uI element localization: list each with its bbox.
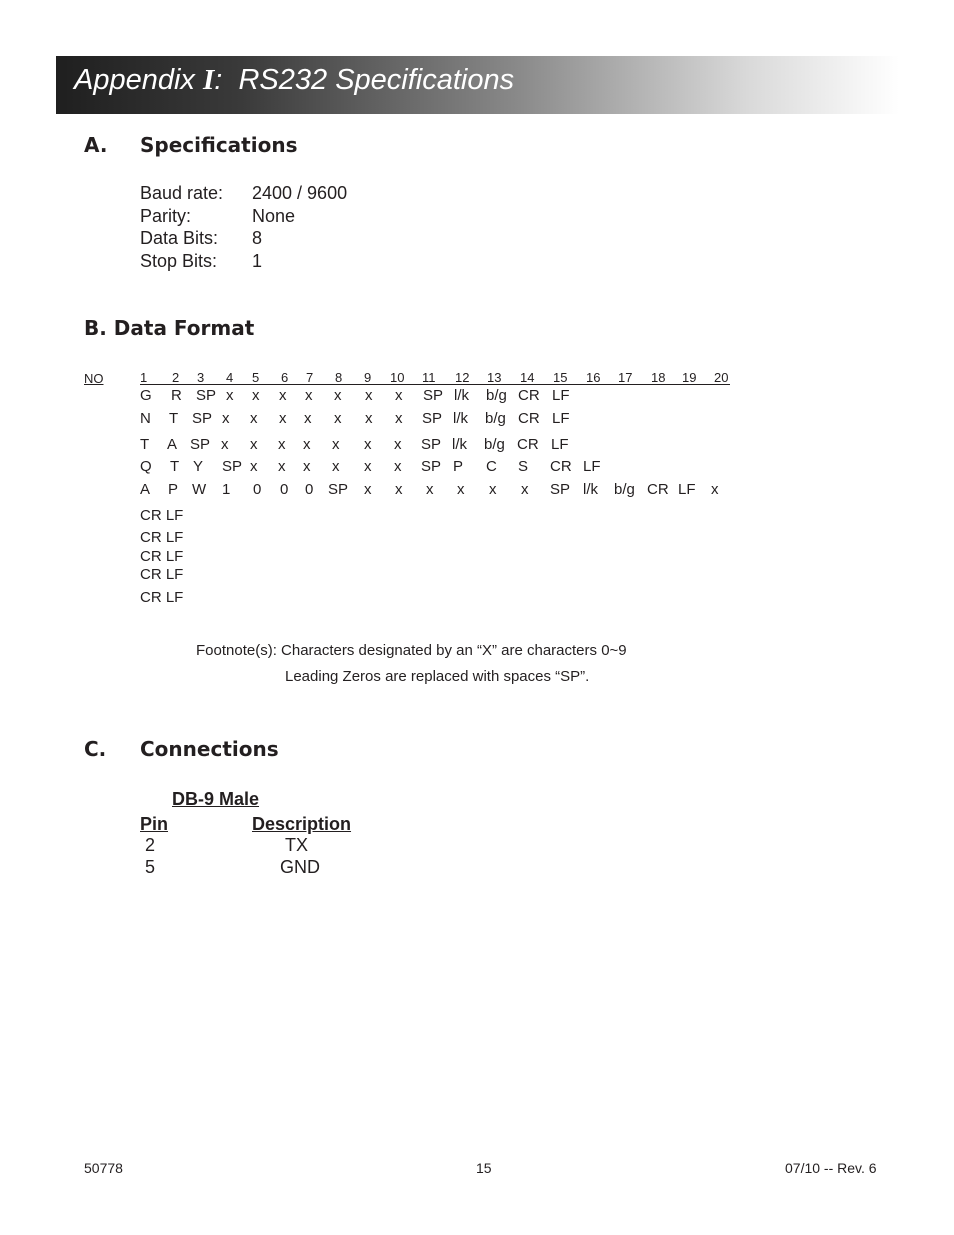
format-cell: R [171, 387, 182, 404]
format-cell: x [305, 387, 313, 404]
title-prefix: Appendix [74, 64, 203, 96]
format-cell: SP [190, 436, 211, 453]
format-cell: x [332, 436, 340, 453]
format-cell: x [364, 436, 372, 453]
description-column-header: Description [252, 814, 352, 834]
column-number: 20 [714, 370, 729, 385]
format-cell: CR [518, 410, 540, 427]
format-cell: x [250, 410, 258, 427]
crlf-line: CR LF [140, 566, 184, 583]
format-cell: CR [550, 458, 572, 475]
format-cell: x [365, 387, 373, 404]
format-cell: l/k [583, 481, 598, 498]
format-cell: LF [552, 410, 570, 427]
spec-label: Baud rate: [140, 183, 224, 203]
format-cell: SP [328, 481, 349, 498]
format-cell: x [334, 387, 342, 404]
format-cell: SP [422, 410, 443, 427]
format-cell: x [221, 436, 229, 453]
pin-number: 2 [145, 835, 156, 855]
spec-label: Data Bits: [140, 228, 219, 248]
format-cell: CR [518, 387, 540, 404]
format-cell: x [489, 481, 497, 498]
format-cell: x [394, 436, 402, 453]
format-cell: x [394, 458, 402, 475]
format-cell: A [167, 436, 178, 453]
format-cell: LF [583, 458, 601, 475]
crlf-line: CR LF [140, 507, 184, 524]
format-cell: l/k [452, 436, 467, 453]
column-number: 15 [553, 370, 568, 385]
format-cell: C [486, 458, 497, 475]
format-cell: x [426, 481, 434, 498]
revision-date: 07/10 -- Rev. 6 [785, 1160, 877, 1176]
crlf-line: CR LF [140, 529, 184, 546]
spec-value: 2400 / 9600 [252, 183, 348, 203]
column-number: 5 [252, 370, 260, 385]
column-number: 16 [586, 370, 601, 385]
format-cell: LF [552, 387, 570, 404]
section-a-title: Specifications [140, 133, 298, 157]
format-cell: 0 [305, 481, 314, 498]
format-cell: SP [421, 458, 442, 475]
format-cell: x [395, 481, 403, 498]
pin-description: GND [280, 857, 320, 877]
section-c-letter: C. [84, 737, 107, 761]
section-c-title: Connections [140, 737, 279, 761]
format-cell: x [365, 410, 373, 427]
format-cell: x [304, 410, 312, 427]
format-cell: CR [647, 481, 669, 498]
format-cell: SP [423, 387, 444, 404]
appendix-banner [56, 56, 899, 114]
crlf-line: CR LF [140, 589, 184, 606]
column-number: 6 [281, 370, 289, 385]
column-number: 19 [682, 370, 697, 385]
format-cell: x [278, 458, 286, 475]
pin-number: 5 [145, 857, 156, 877]
format-cell: x [279, 410, 287, 427]
format-cell: T [140, 436, 150, 453]
title-suffix: : RS232 Specifications [214, 64, 515, 96]
format-cell: LF [678, 481, 696, 498]
pin-column-header: Pin [140, 814, 169, 834]
format-cell: x [250, 436, 258, 453]
crlf-line: CR LF [140, 548, 184, 565]
format-cell: Q [140, 458, 152, 475]
spec-value: 1 [252, 251, 263, 271]
section-a-letter: A. [84, 133, 108, 157]
format-cell: 1 [222, 481, 231, 498]
format-cell: 0 [253, 481, 262, 498]
format-cell: x [303, 458, 311, 475]
format-cell: b/g [485, 410, 506, 427]
format-cell: l/k [453, 410, 468, 427]
column-number: 7 [306, 370, 314, 385]
column-number: 8 [335, 370, 343, 385]
format-cell: LF [551, 436, 569, 453]
column-number: 3 [197, 370, 205, 385]
format-cell: x [457, 481, 465, 498]
format-cell: Y [193, 458, 204, 475]
column-number: 18 [651, 370, 666, 385]
format-cell: G [140, 387, 152, 404]
format-cell: A [140, 481, 151, 498]
format-cell: T [170, 458, 180, 475]
format-cell: x [364, 481, 372, 498]
format-cell: x [395, 387, 403, 404]
column-number: 12 [455, 370, 470, 385]
format-cell: SP [196, 387, 217, 404]
footnote-line-1: Footnote(s): Characters designated by an “X” are characters 0~9 [196, 642, 627, 659]
spec-label: Stop Bits: [140, 251, 218, 271]
section-b-title: B. Data Format [84, 316, 255, 340]
format-cell: b/g [486, 387, 507, 404]
format-cell: b/g [614, 481, 635, 498]
spec-value: 8 [252, 228, 263, 248]
column-number: 17 [618, 370, 633, 385]
page-number: 15 [476, 1160, 492, 1176]
format-cell: x [250, 458, 258, 475]
column-number: 4 [226, 370, 234, 385]
format-cell: SP [222, 458, 243, 475]
document-number: 50778 [84, 1160, 123, 1176]
format-cell: W [192, 481, 207, 498]
column-number: 13 [487, 370, 502, 385]
format-cell: x [279, 387, 287, 404]
format-cell: 0 [280, 481, 289, 498]
format-cell: T [169, 410, 179, 427]
no-column-label: NO [84, 371, 104, 386]
format-cell: x [364, 458, 372, 475]
column-number: 10 [390, 370, 405, 385]
spec-value: None [252, 206, 296, 226]
format-cell: N [140, 410, 151, 427]
column-number: 9 [364, 370, 372, 385]
column-number: 2 [172, 370, 180, 385]
column-number: 11 [422, 370, 436, 385]
format-cell: x [334, 410, 342, 427]
format-cell: x [711, 481, 719, 498]
format-cell: SP [550, 481, 571, 498]
format-cell: x [332, 458, 340, 475]
format-cell: CR [517, 436, 539, 453]
column-number: 14 [520, 370, 535, 385]
format-cell: SP [192, 410, 213, 427]
column-number: 1 [140, 370, 148, 385]
title-roman-numeral: I [203, 64, 215, 96]
connector-type: DB-9 Male [172, 789, 260, 809]
format-cell: b/g [484, 436, 505, 453]
format-cell: l/k [454, 387, 469, 404]
format-cell: x [278, 436, 286, 453]
format-cell: x [252, 387, 260, 404]
page-title [74, 64, 514, 97]
pin-description: TX [285, 835, 309, 855]
format-cell: x [395, 410, 403, 427]
format-cell: P [453, 458, 464, 475]
format-cell: P [168, 481, 179, 498]
format-cell: x [521, 481, 529, 498]
format-cell: S [518, 458, 529, 475]
format-cell: x [222, 410, 230, 427]
footnote-line-2: Leading Zeros are replaced with spaces “SP”. [285, 668, 590, 685]
format-cell: x [226, 387, 234, 404]
spec-label: Parity: [140, 206, 192, 226]
format-cell: SP [421, 436, 442, 453]
format-cell: x [303, 436, 311, 453]
